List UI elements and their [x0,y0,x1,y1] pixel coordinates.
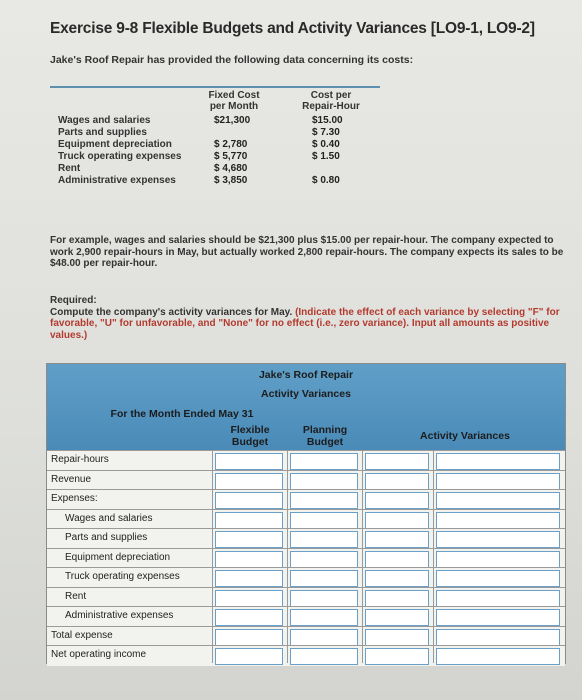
report-name: Activity Variances [261,388,351,400]
table-row [47,470,565,491]
planning-budget-input[interactable] [290,492,358,509]
row-label: Revenue [51,473,92,485]
variance-amount-input[interactable] [365,609,429,626]
variance-select[interactable] [436,551,560,568]
column-divider [362,450,363,663]
flexible-budget-input[interactable] [215,629,283,646]
variance-select[interactable] [436,609,560,626]
planning-budget-input[interactable] [290,453,358,470]
cost-per-hour-header: Cost per Repair-Hour [302,90,360,112]
table-row [47,489,565,510]
table-row [47,450,565,471]
cost-row-label: Rent [58,163,81,174]
fixed-cost-value: $ 5,770 [214,151,248,162]
planning-budget-input[interactable] [290,551,358,568]
planning-budget-input[interactable] [290,629,358,646]
per-hour-value: $ 0.80 [312,175,340,186]
fixed-cost-value: $ 4,680 [214,163,248,174]
cost-row-label: Truck operating expenses [58,151,182,162]
variance-amount-input[interactable] [365,629,429,646]
cost-row-label: Wages and salaries [58,115,151,126]
table-row [47,606,565,627]
row-label: Wages and salaries [65,512,153,524]
row-label: Equipment depreciation [65,551,171,563]
variance-amount-input[interactable] [365,492,429,509]
required-text: Compute the company's activity variances for May. [50,306,293,318]
variance-amount-input[interactable] [365,531,429,548]
flexible-budget-input[interactable] [215,531,283,548]
variance-select[interactable] [436,473,560,490]
flexible-budget-input[interactable] [215,570,283,587]
column-divider [433,450,434,663]
per-hour-value: $15.00 [312,115,343,126]
table-row [47,528,565,549]
variance-amount-input[interactable] [365,551,429,568]
flexible-budget-input[interactable] [215,648,283,665]
row-label: Administrative expenses [65,610,174,621]
per-hour-value: $ 0.40 [312,139,340,150]
variance-select[interactable] [436,648,560,665]
planning-budget-input[interactable] [290,648,358,665]
fixed-cost-header: Fixed Cost per Month [208,90,260,112]
required-note: (Indicate the effect of each variance by selecting "F" for favorable, "U" for unfavorable, and "None" for no effect (i.e., zero variance). Input all amounts as positive values.) [50,306,560,341]
planning-budget-input[interactable] [290,531,358,548]
activity-variances-header: Activity Variances [420,430,510,442]
column-divider [287,450,288,663]
variance-select[interactable] [436,492,560,509]
row-label: Expenses: [51,493,98,504]
table-row [47,626,565,647]
example-paragraph: For example, wages and salaries should be $21,300 plus $15.00 per repair-hour. The company expected to work 2,900 repair-hours in May, but actually worked 2,800 repair-hours. The company expects its sales to be $48.00 per repair-hour. [50,235,564,269]
required-heading: Required: [50,295,97,306]
planning-budget-input[interactable] [290,570,358,587]
cost-data-table [50,86,380,196]
row-label: Repair-hours [51,454,109,465]
column-divider [212,450,213,663]
row-label: Parts and supplies [65,532,148,543]
intro-text: Jake's Roof Repair has provided the following data concerning its costs: [50,54,414,66]
required-section [50,295,570,341]
variance-select[interactable] [436,590,560,607]
cost-row-label: Administrative expenses [58,175,176,186]
flexible-budget-input[interactable] [215,551,283,568]
variance-amount-input[interactable] [365,590,429,607]
planning-budget-input[interactable] [290,512,358,529]
variance-amount-input[interactable] [365,473,429,490]
exercise-title: Exercise 9-8 Flexible Budgets and Activity Variances [LO9-1, LO9-2] [50,20,535,37]
row-label: Total expense [51,629,113,641]
flexible-budget-input[interactable] [215,590,283,607]
table-header [47,364,565,450]
per-hour-value: $ 1.50 [312,151,340,162]
row-label: Net operating income [51,649,147,660]
activity-variances-table [46,363,566,664]
variance-amount-input[interactable] [365,648,429,665]
company-name: Jake's Roof Repair [258,369,354,381]
table-row [47,587,565,608]
flexible-budget-input[interactable] [215,453,283,470]
row-label: Rent [65,590,87,602]
planning-budget-input[interactable] [290,609,358,626]
planning-budget-header: Planning Budget [302,424,348,448]
variance-amount-input[interactable] [365,512,429,529]
row-label: Truck operating expenses [65,571,180,582]
variance-amount-input[interactable] [365,453,429,470]
variance-select[interactable] [436,531,560,548]
report-period: For the Month Ended May 31 [110,408,254,420]
table-row [47,548,565,569]
flexible-budget-input[interactable] [215,512,283,529]
cost-row-label: Parts and supplies [58,127,147,138]
table-row [47,645,565,666]
fixed-cost-value: $ 2,780 [214,139,248,150]
cost-row-label: Equipment depreciation [58,139,172,150]
flexible-budget-input[interactable] [215,473,283,490]
fixed-cost-value: $21,300 [214,115,251,126]
variance-select[interactable] [436,629,560,646]
variance-select[interactable] [436,512,560,529]
flexible-budget-header: Flexible Budget [230,424,270,448]
planning-budget-input[interactable] [290,590,358,607]
table-row [47,509,565,530]
flexible-budget-input[interactable] [215,492,283,509]
table-row [47,567,565,588]
planning-budget-input[interactable] [290,473,358,490]
variance-select[interactable] [436,570,560,587]
fixed-cost-value: $ 3,850 [214,175,248,186]
per-hour-value: $ 7.30 [312,127,340,138]
flexible-budget-input[interactable] [215,609,283,626]
variance-select[interactable] [436,453,560,470]
variance-amount-input[interactable] [365,570,429,587]
